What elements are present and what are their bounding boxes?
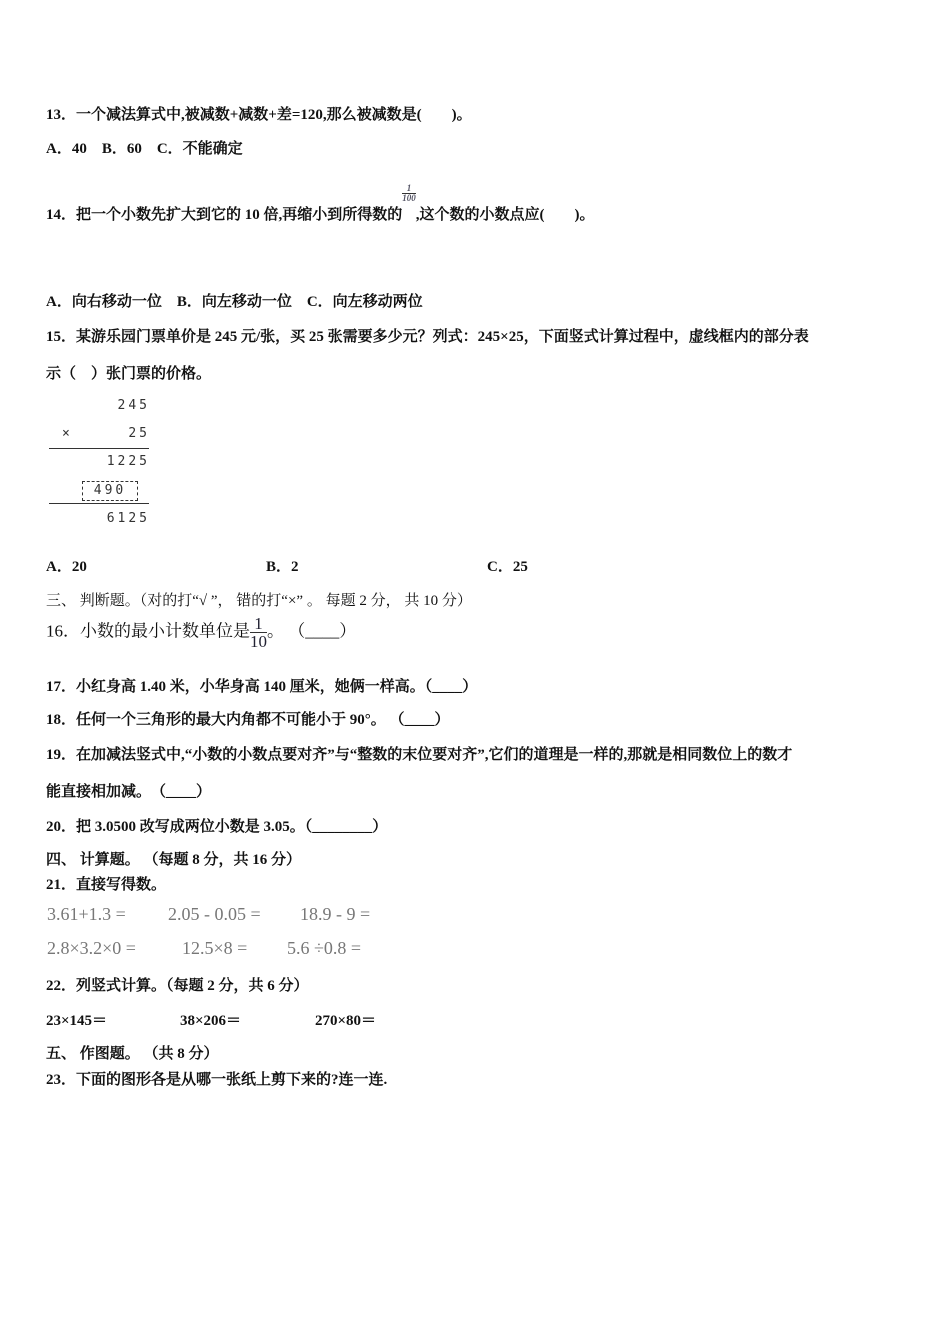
calc-item: 2.8×3.2×0 = bbox=[47, 938, 136, 958]
q15-line1: 15．某游乐园门票单价是 245 元/张，买 25 张需要多少元？列式：245×25，下面竖式计算过程中，虚线框内的部分表 bbox=[46, 329, 809, 345]
q15-option-b: B．2 bbox=[266, 559, 299, 575]
q17-text: 17．小红身高 1.40 米，小华身高 140 厘米，她俩一样高。（____） bbox=[46, 679, 478, 695]
calc-item: 5.6 ÷0.8 = bbox=[287, 938, 362, 958]
q22-title: 22．列竖式计算。（每题 2 分，共 6 分） bbox=[46, 978, 309, 994]
q16-answer-blank: 。 （____） bbox=[267, 621, 357, 641]
section-3-heading: 三、 判断题。（对的打“√ ”， 错的打“×” 。 每题 2 分， 共 10 分） bbox=[46, 593, 472, 609]
q19-line1: 19．在加减法竖式中,“小数的小数点要对齐”与“整数的末位要对齐”,它们的道理是一样的,那就是相同数位上的数才 bbox=[46, 747, 793, 763]
multiplicand: 245 bbox=[117, 398, 150, 413]
calc-item: 3.61+1.3 = bbox=[47, 904, 126, 924]
frac-den: 100 bbox=[402, 193, 416, 204]
q13-text: 13．一个减法算式中,被减数+减数+差=120,那么被减数是( )。 bbox=[46, 107, 472, 123]
q14-text-a: 14．把一个小数先扩大到它的 10 倍,再缩小到所得数的 bbox=[46, 207, 403, 223]
q15-option-c: C．25 bbox=[487, 559, 528, 575]
q22-item: 270×80＝ bbox=[315, 1013, 377, 1029]
frac-num: 1 bbox=[250, 615, 267, 633]
q16-fraction bbox=[250, 615, 267, 650]
calc-item: 12.5×8 = bbox=[182, 938, 248, 958]
q14-text-b: ,这个数的小数点应( )。 bbox=[415, 207, 595, 223]
q15-line2: 示（ ）张门票的价格。 bbox=[46, 366, 212, 382]
times-sign: × bbox=[62, 426, 73, 441]
q22-item: 23×145＝ bbox=[46, 1013, 108, 1029]
q21-title: 21．直接写得数。 bbox=[46, 877, 167, 893]
divider-line bbox=[49, 448, 149, 449]
partial-product-1: 1225 bbox=[106, 454, 150, 469]
calc-item: 2.05 - 0.05 = bbox=[168, 904, 261, 924]
q23-text: 23．下面的图形各是从哪一张纸上剪下来的?连一连. bbox=[46, 1072, 388, 1088]
frac-num: 1 bbox=[402, 184, 416, 194]
q14-fraction bbox=[402, 184, 416, 203]
partial-product-2-dashed-box: 490 bbox=[82, 481, 138, 501]
q14-options: A．向右移动一位 B．向左移动一位 C．向左移动两位 bbox=[46, 294, 423, 310]
divider-line bbox=[49, 503, 149, 504]
q13-options: A．40 B．60 C．不能确定 bbox=[46, 141, 243, 157]
product: 6125 bbox=[106, 511, 150, 526]
q16-text-a: 16．小数的最小计数单位是 bbox=[46, 621, 250, 641]
multiplier: 25 bbox=[128, 426, 150, 441]
frac-den: 10 bbox=[250, 632, 267, 651]
q16-text bbox=[46, 615, 356, 650]
q18-text: 18．任何一个三角形的最大内角都不可能小于 90°。 （____） bbox=[46, 712, 450, 728]
section-5-heading: 五、 作图题。 （共 8 分） bbox=[46, 1046, 219, 1062]
q14-text bbox=[46, 183, 595, 225]
q19-line2: 能直接相加减。 （____） bbox=[46, 784, 212, 800]
calc-item: 18.9 - 9 = bbox=[300, 904, 371, 924]
q15-option-a: A．20 bbox=[46, 559, 87, 575]
q22-item: 38×206＝ bbox=[180, 1013, 242, 1029]
q20-text: 20．把 3.0500 改写成两位小数是 3.05。（________） bbox=[46, 819, 388, 835]
section-4-heading: 四、 计算题。 （每题 8 分，共 16 分） bbox=[46, 852, 302, 868]
